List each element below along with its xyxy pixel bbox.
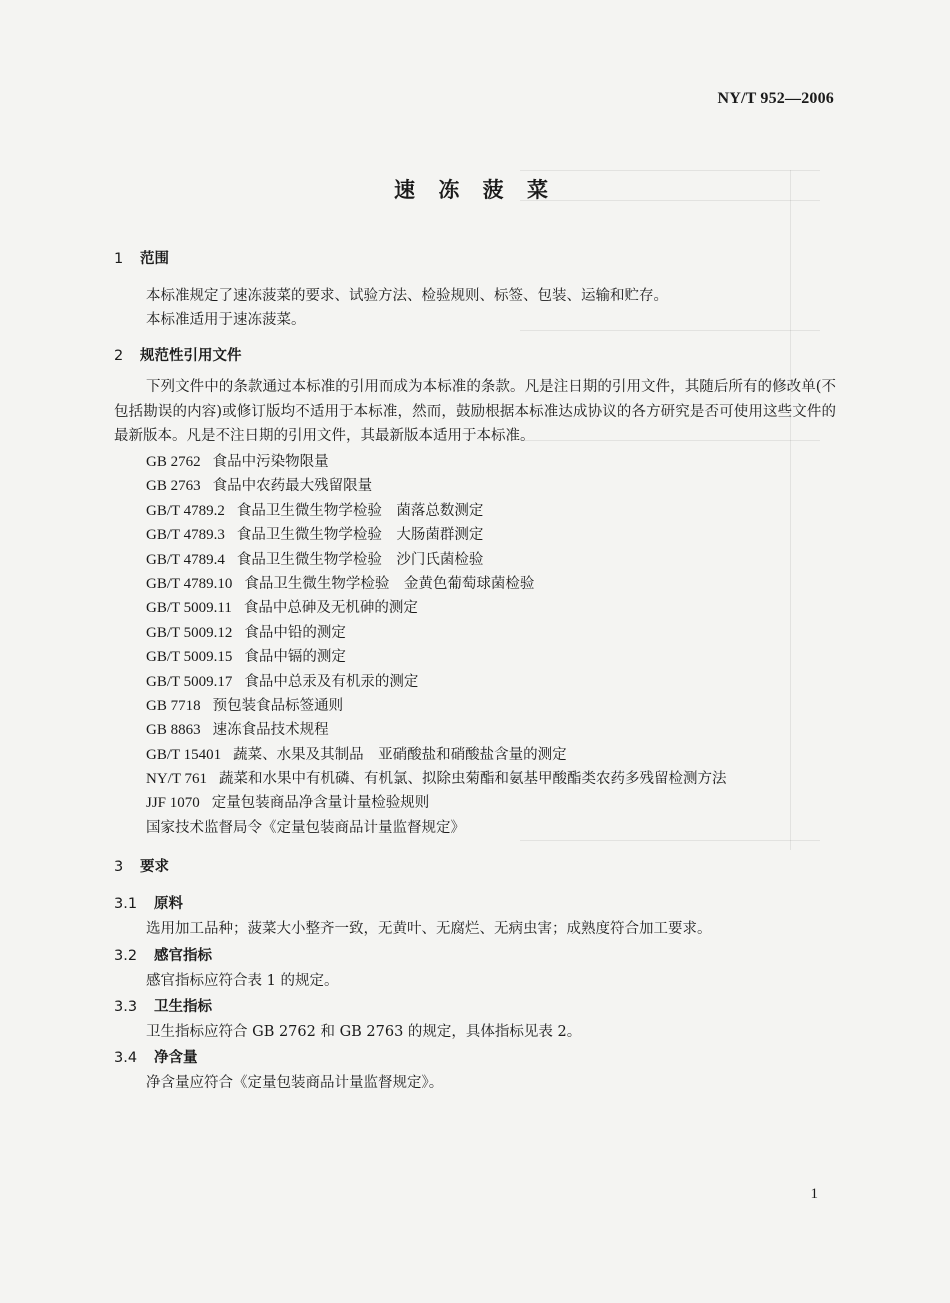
reference-item bbox=[146, 718, 726, 742]
subsection-title: 原料 bbox=[154, 896, 183, 912]
bleed-through-line bbox=[520, 330, 820, 331]
reference-title: 食品中镉的测定 bbox=[244, 649, 346, 666]
reference-item bbox=[146, 474, 726, 498]
subsection-title: 感官指标 bbox=[154, 948, 212, 964]
reference-code: GB/T 4789.4 bbox=[146, 551, 225, 568]
references-intro-paragraph: 下列文件中的条款通过本标准的引用而成为本标准的条款。凡是注日期的引用文件，其随后所有的修改单(不包括勘误的内容)或修订版均不适用于本标准，然而，鼓励根据本标准达成协议的各方研究是否可使用这些文件的最新版本。凡是不注日期的引用文件，其最新版本适用于本标准。 bbox=[114, 379, 836, 444]
section-1-heading bbox=[114, 247, 169, 268]
subsection-3-3-heading bbox=[114, 995, 212, 1016]
subsection-3-1-heading bbox=[114, 892, 183, 913]
reference-code: GB 7718 bbox=[146, 697, 201, 714]
reference-title: 食品卫生微生物学检验 沙门氏菌检验 bbox=[236, 551, 484, 568]
reference-item bbox=[146, 596, 726, 620]
subsection-text: 感官指标应符合表 1 的规定。 bbox=[146, 973, 339, 989]
reference-title: 蔬菜和水果中有机磷、有机氯、拟除虫菊酯和氨基甲酸酯类农药多残留检测方法 bbox=[218, 771, 727, 788]
reference-code: GB/T 4789.3 bbox=[146, 527, 225, 544]
subsection-title: 净含量 bbox=[154, 1050, 198, 1066]
reference-title: 食品中铅的测定 bbox=[244, 624, 346, 641]
section-number: 3 bbox=[114, 859, 124, 875]
reference-item bbox=[146, 548, 726, 572]
reference-code: GB/T 4789.10 bbox=[146, 575, 233, 592]
section-number: 1 bbox=[114, 251, 124, 267]
bleed-through-line bbox=[520, 170, 820, 171]
reference-code: GB/T 5009.11 bbox=[146, 600, 232, 617]
reference-item bbox=[146, 621, 726, 645]
reference-item bbox=[146, 670, 726, 694]
reference-code: GB 8863 bbox=[146, 722, 201, 739]
subsection-title: 卫生指标 bbox=[154, 999, 212, 1015]
subsection-3-4-heading bbox=[114, 1046, 198, 1067]
reference-title: 食品中总汞及有机汞的测定 bbox=[244, 673, 419, 690]
reference-title: 食品中污染物限量 bbox=[212, 454, 329, 470]
reference-code: GB/T 5009.17 bbox=[146, 673, 233, 690]
subsection-text: 选用加工品种；菠菜大小整齐一致，无黄叶、无腐烂、无病虫害；成熟度符合加工要求。 bbox=[146, 921, 712, 937]
scope-paragraph: 本标准规定了速冻菠菜的要求、试验方法、检验规则、标签、包装、运输和贮存。 bbox=[146, 288, 668, 304]
reference-item bbox=[146, 523, 726, 547]
reference-title: 预包装食品标签通则 bbox=[212, 697, 344, 714]
section-title: 范围 bbox=[140, 251, 169, 267]
scope-paragraph: 本标准适用于速冻菠菜。 bbox=[146, 312, 306, 328]
section-number: 2 bbox=[114, 348, 124, 364]
subsection-number: 3.2 bbox=[114, 948, 138, 964]
reference-title: 食品卫生微生物学检验 金黄色葡萄球菌检验 bbox=[244, 575, 535, 592]
section-title: 规范性引用文件 bbox=[140, 348, 242, 364]
subsection-text: 卫生指标应符合 GB 2762 和 GB 2763 的规定，具体指标见表 2。 bbox=[146, 1024, 582, 1040]
reference-title: 食品卫生微生物学检验 大肠菌群测定 bbox=[236, 527, 484, 544]
reference-item bbox=[146, 450, 726, 474]
reference-code: GB/T 5009.15 bbox=[146, 649, 233, 666]
reference-item bbox=[146, 767, 726, 791]
reference-code: GB 2762 bbox=[146, 454, 201, 470]
reference-title: 食品中农药最大残留限量 bbox=[212, 478, 373, 495]
reference-title: 定量包装商品净含量计量检验规则 bbox=[211, 795, 430, 812]
page-number: 1 bbox=[810, 1186, 818, 1202]
reference-title: 国家技术监督局令《定量包装商品计量监督规定》 bbox=[146, 819, 465, 836]
subsection-number: 3.4 bbox=[114, 1050, 138, 1066]
standard-code: NY/T 952—2006 bbox=[717, 90, 834, 107]
reference-code: JJF 1070 bbox=[146, 795, 200, 812]
reference-title: 食品卫生微生物学检验 菌落总数测定 bbox=[236, 502, 484, 519]
bleed-through-line bbox=[790, 170, 791, 850]
reference-title: 蔬菜、水果及其制品 亚硝酸盐和硝酸盐含量的测定 bbox=[233, 746, 567, 763]
reference-title: 速冻食品技术规程 bbox=[212, 722, 329, 739]
section-3-heading bbox=[114, 855, 169, 876]
subsection-text: 净含量应符合《定量包装商品计量监督规定》。 bbox=[146, 1075, 444, 1091]
reference-item bbox=[146, 816, 726, 840]
reference-code: NY/T 761 bbox=[146, 771, 207, 788]
reference-code: GB 2763 bbox=[146, 478, 201, 495]
subsection-number: 3.1 bbox=[114, 896, 138, 912]
reference-item bbox=[146, 499, 726, 523]
reference-code: GB/T 15401 bbox=[146, 746, 222, 763]
subsection-3-2-heading bbox=[114, 944, 212, 965]
reference-title: 食品中总砷及无机砷的测定 bbox=[243, 600, 418, 617]
reference-item bbox=[146, 743, 726, 767]
subsection-number: 3.3 bbox=[114, 999, 138, 1015]
reference-code: GB/T 5009.12 bbox=[146, 624, 233, 641]
reference-item bbox=[146, 791, 726, 815]
reference-list bbox=[146, 450, 726, 840]
reference-item bbox=[146, 572, 726, 596]
section-title: 要求 bbox=[140, 859, 169, 875]
reference-item bbox=[146, 694, 726, 718]
reference-item bbox=[146, 645, 726, 669]
document-title: 速 冻 菠 菜 bbox=[394, 178, 556, 202]
section-2-heading bbox=[114, 344, 242, 365]
reference-code: GB/T 4789.2 bbox=[146, 502, 225, 519]
